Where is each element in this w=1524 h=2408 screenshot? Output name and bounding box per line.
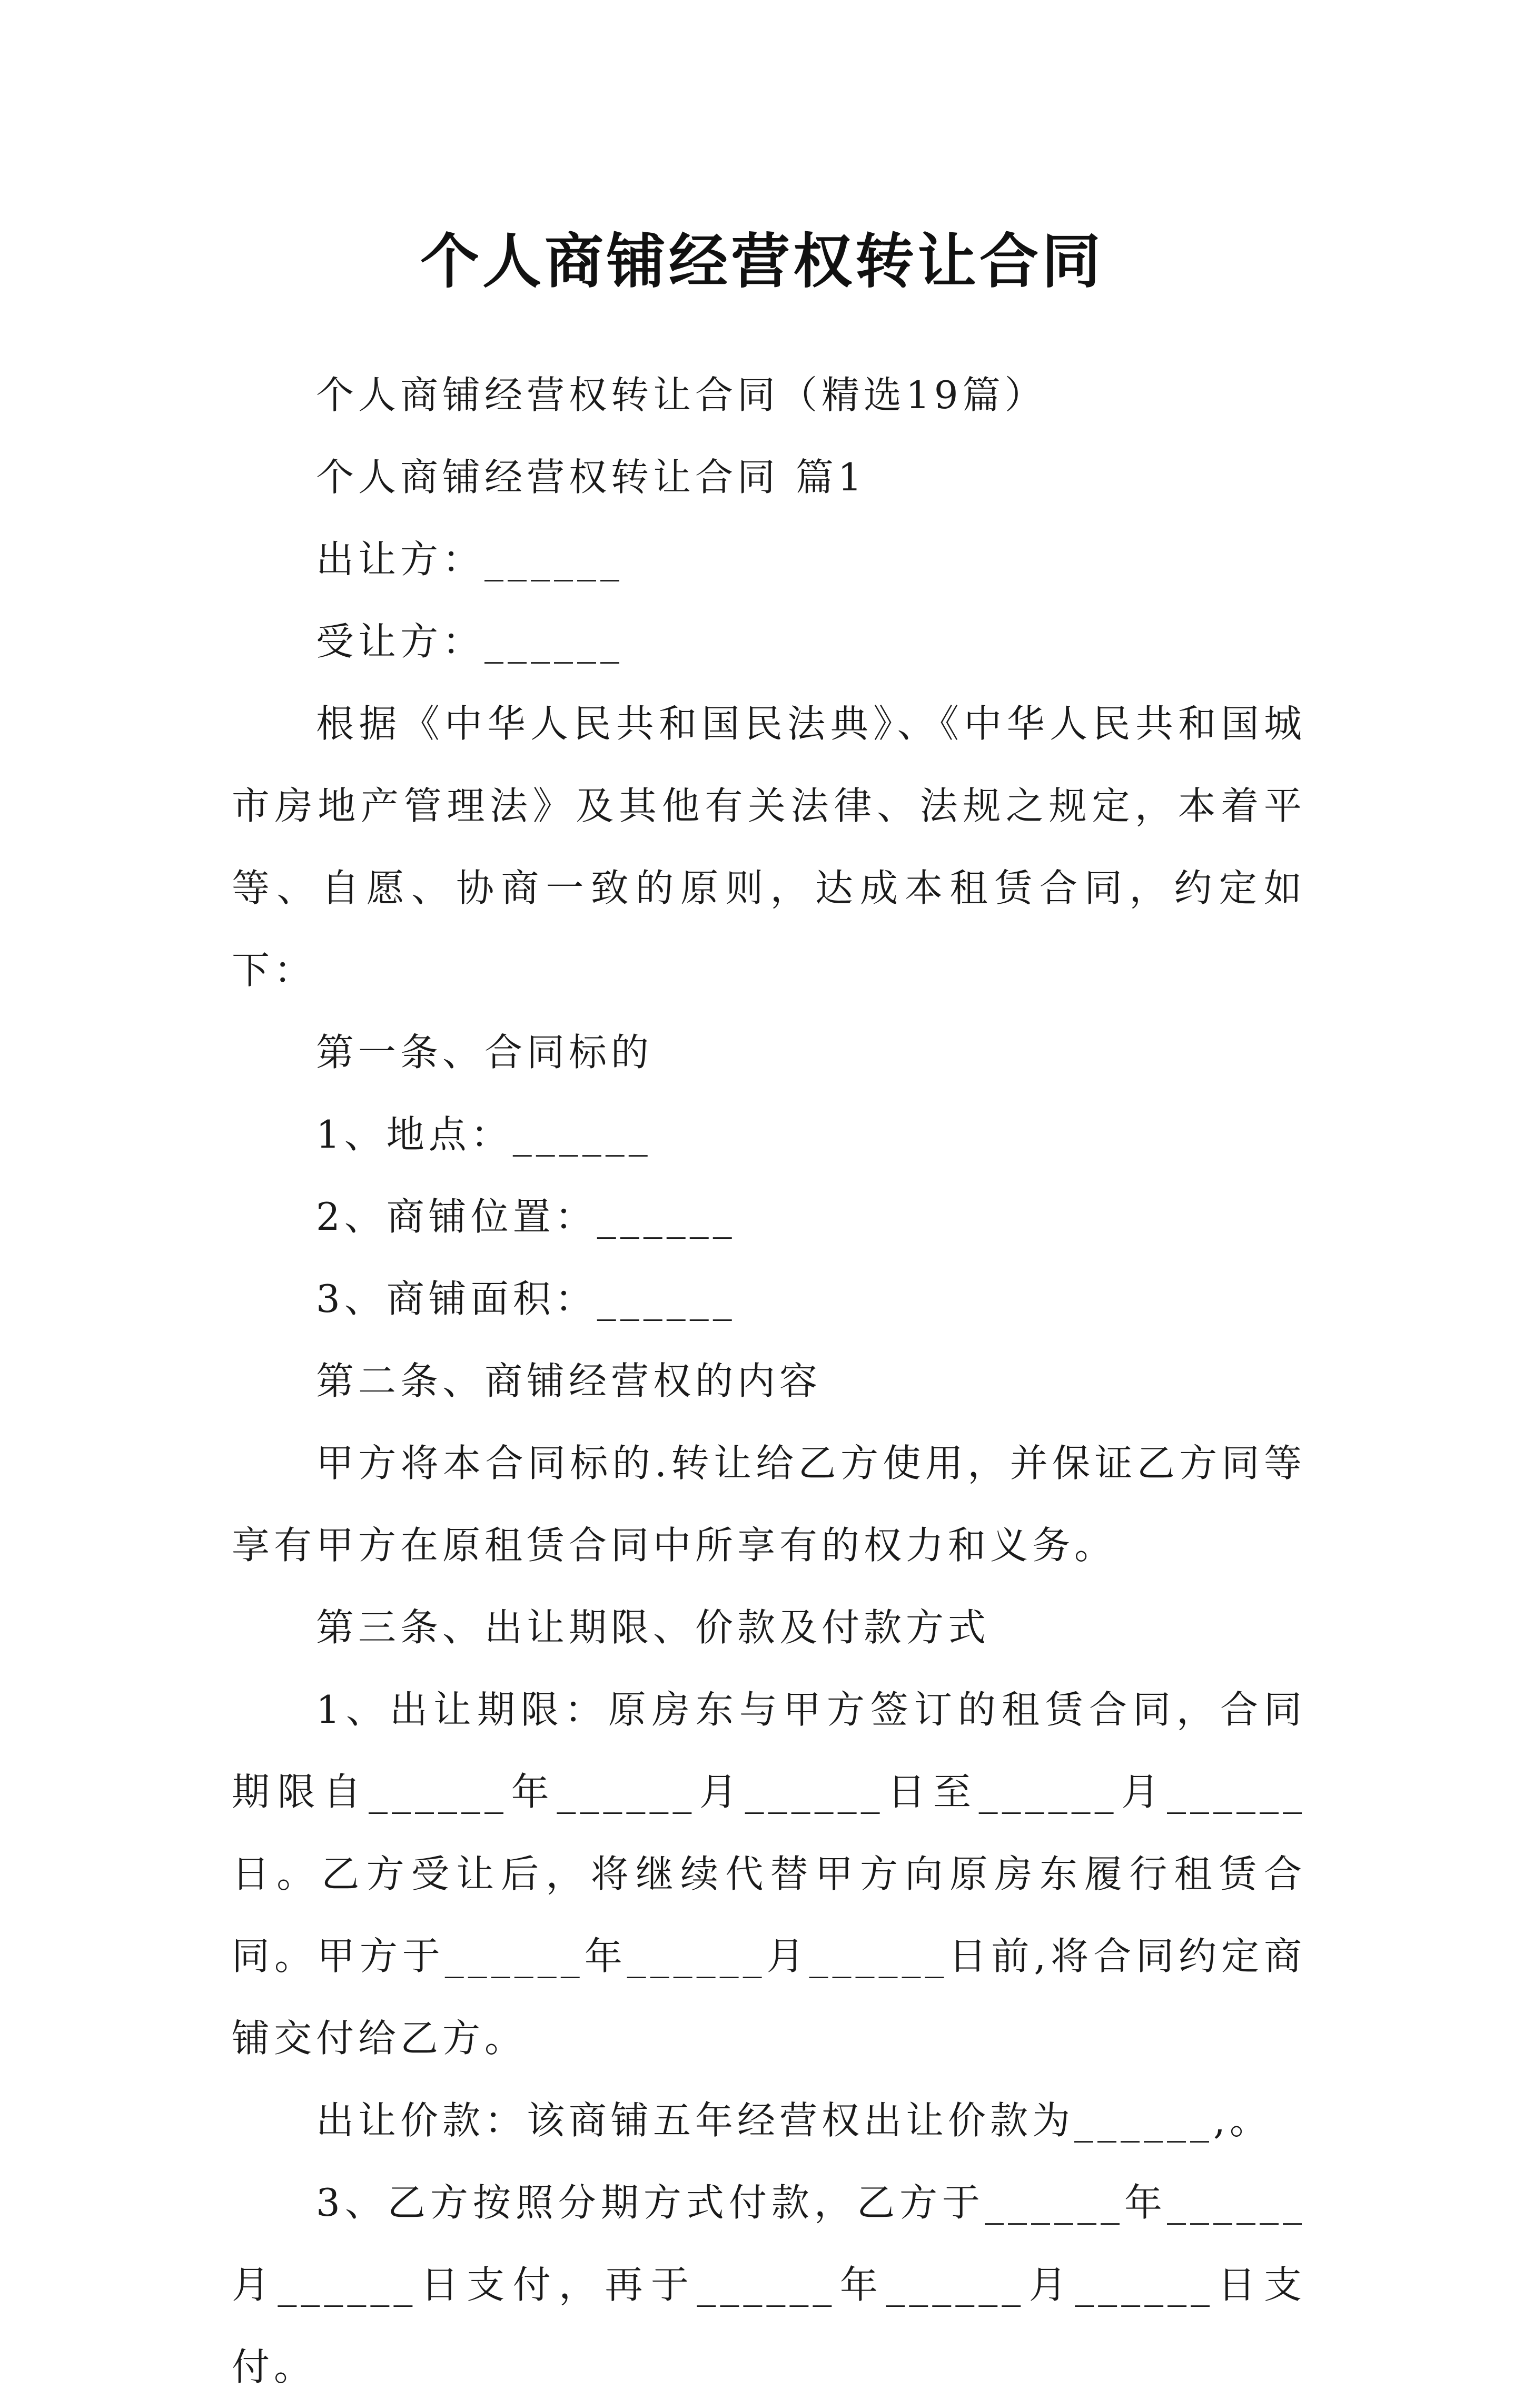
paragraph-shop-position: 2、商铺位置：______ — [316, 1195, 736, 1239]
document-title: 个人商铺经营权转让合同 — [420, 227, 1104, 297]
paragraph-term: 1、出让期限：原房东与甲方签订的租赁合同，合同期限自______年______月______日至______月______日。乙方受让后，将继续代替甲方向原房东履行租赁合同。甲方于______年______月______日前,将合同约定商铺交付给乙方。 — [232, 1687, 1306, 2060]
paragraph-subtitle: 个人商铺经营权转让合同（精选19篇） — [316, 373, 1047, 417]
paragraph-article-3: 第三条、出让期限、价款及付款方式 — [316, 1605, 991, 1650]
paragraph-payment: 3、乙方按照分期方式付款，乙方于______年______月______日支付，再于______年______月______日支付。 — [232, 2180, 1306, 2389]
paragraph-shop-area: 3、商铺面积：______ — [316, 1277, 736, 1321]
paragraph-transferor: 出让方：______ — [316, 537, 624, 581]
paragraph-article-1: 第一条、合同标的 — [316, 1030, 654, 1074]
paragraph-article-2: 第二条、商铺经营权的内容 — [316, 1359, 822, 1403]
document-body — [232, 354, 1306, 2408]
paragraph-location: 1、地点：______ — [316, 1112, 652, 1157]
paragraph-section-heading: 个人商铺经营权转让合同 篇1 — [316, 455, 866, 499]
paragraph-rights-content: 甲方将本合同标的.转让给乙方使用，并保证乙方同等享有甲方在原租赁合同中所享有的权力和义务。 — [232, 1441, 1306, 1567]
paragraph-price: 出让价款：该商铺五年经营权出让价款为______,。 — [316, 2098, 1272, 2143]
paragraph-transferee: 受让方：______ — [316, 619, 624, 664]
paragraph-preamble: 根据《中华人民共和国民法典》、《中华人民共和国城市房地产管理法》及其他有关法律、法规之规定，本着平等、自愿、协商一致的原则，达成本租赁合同，约定如下： — [232, 702, 1306, 992]
